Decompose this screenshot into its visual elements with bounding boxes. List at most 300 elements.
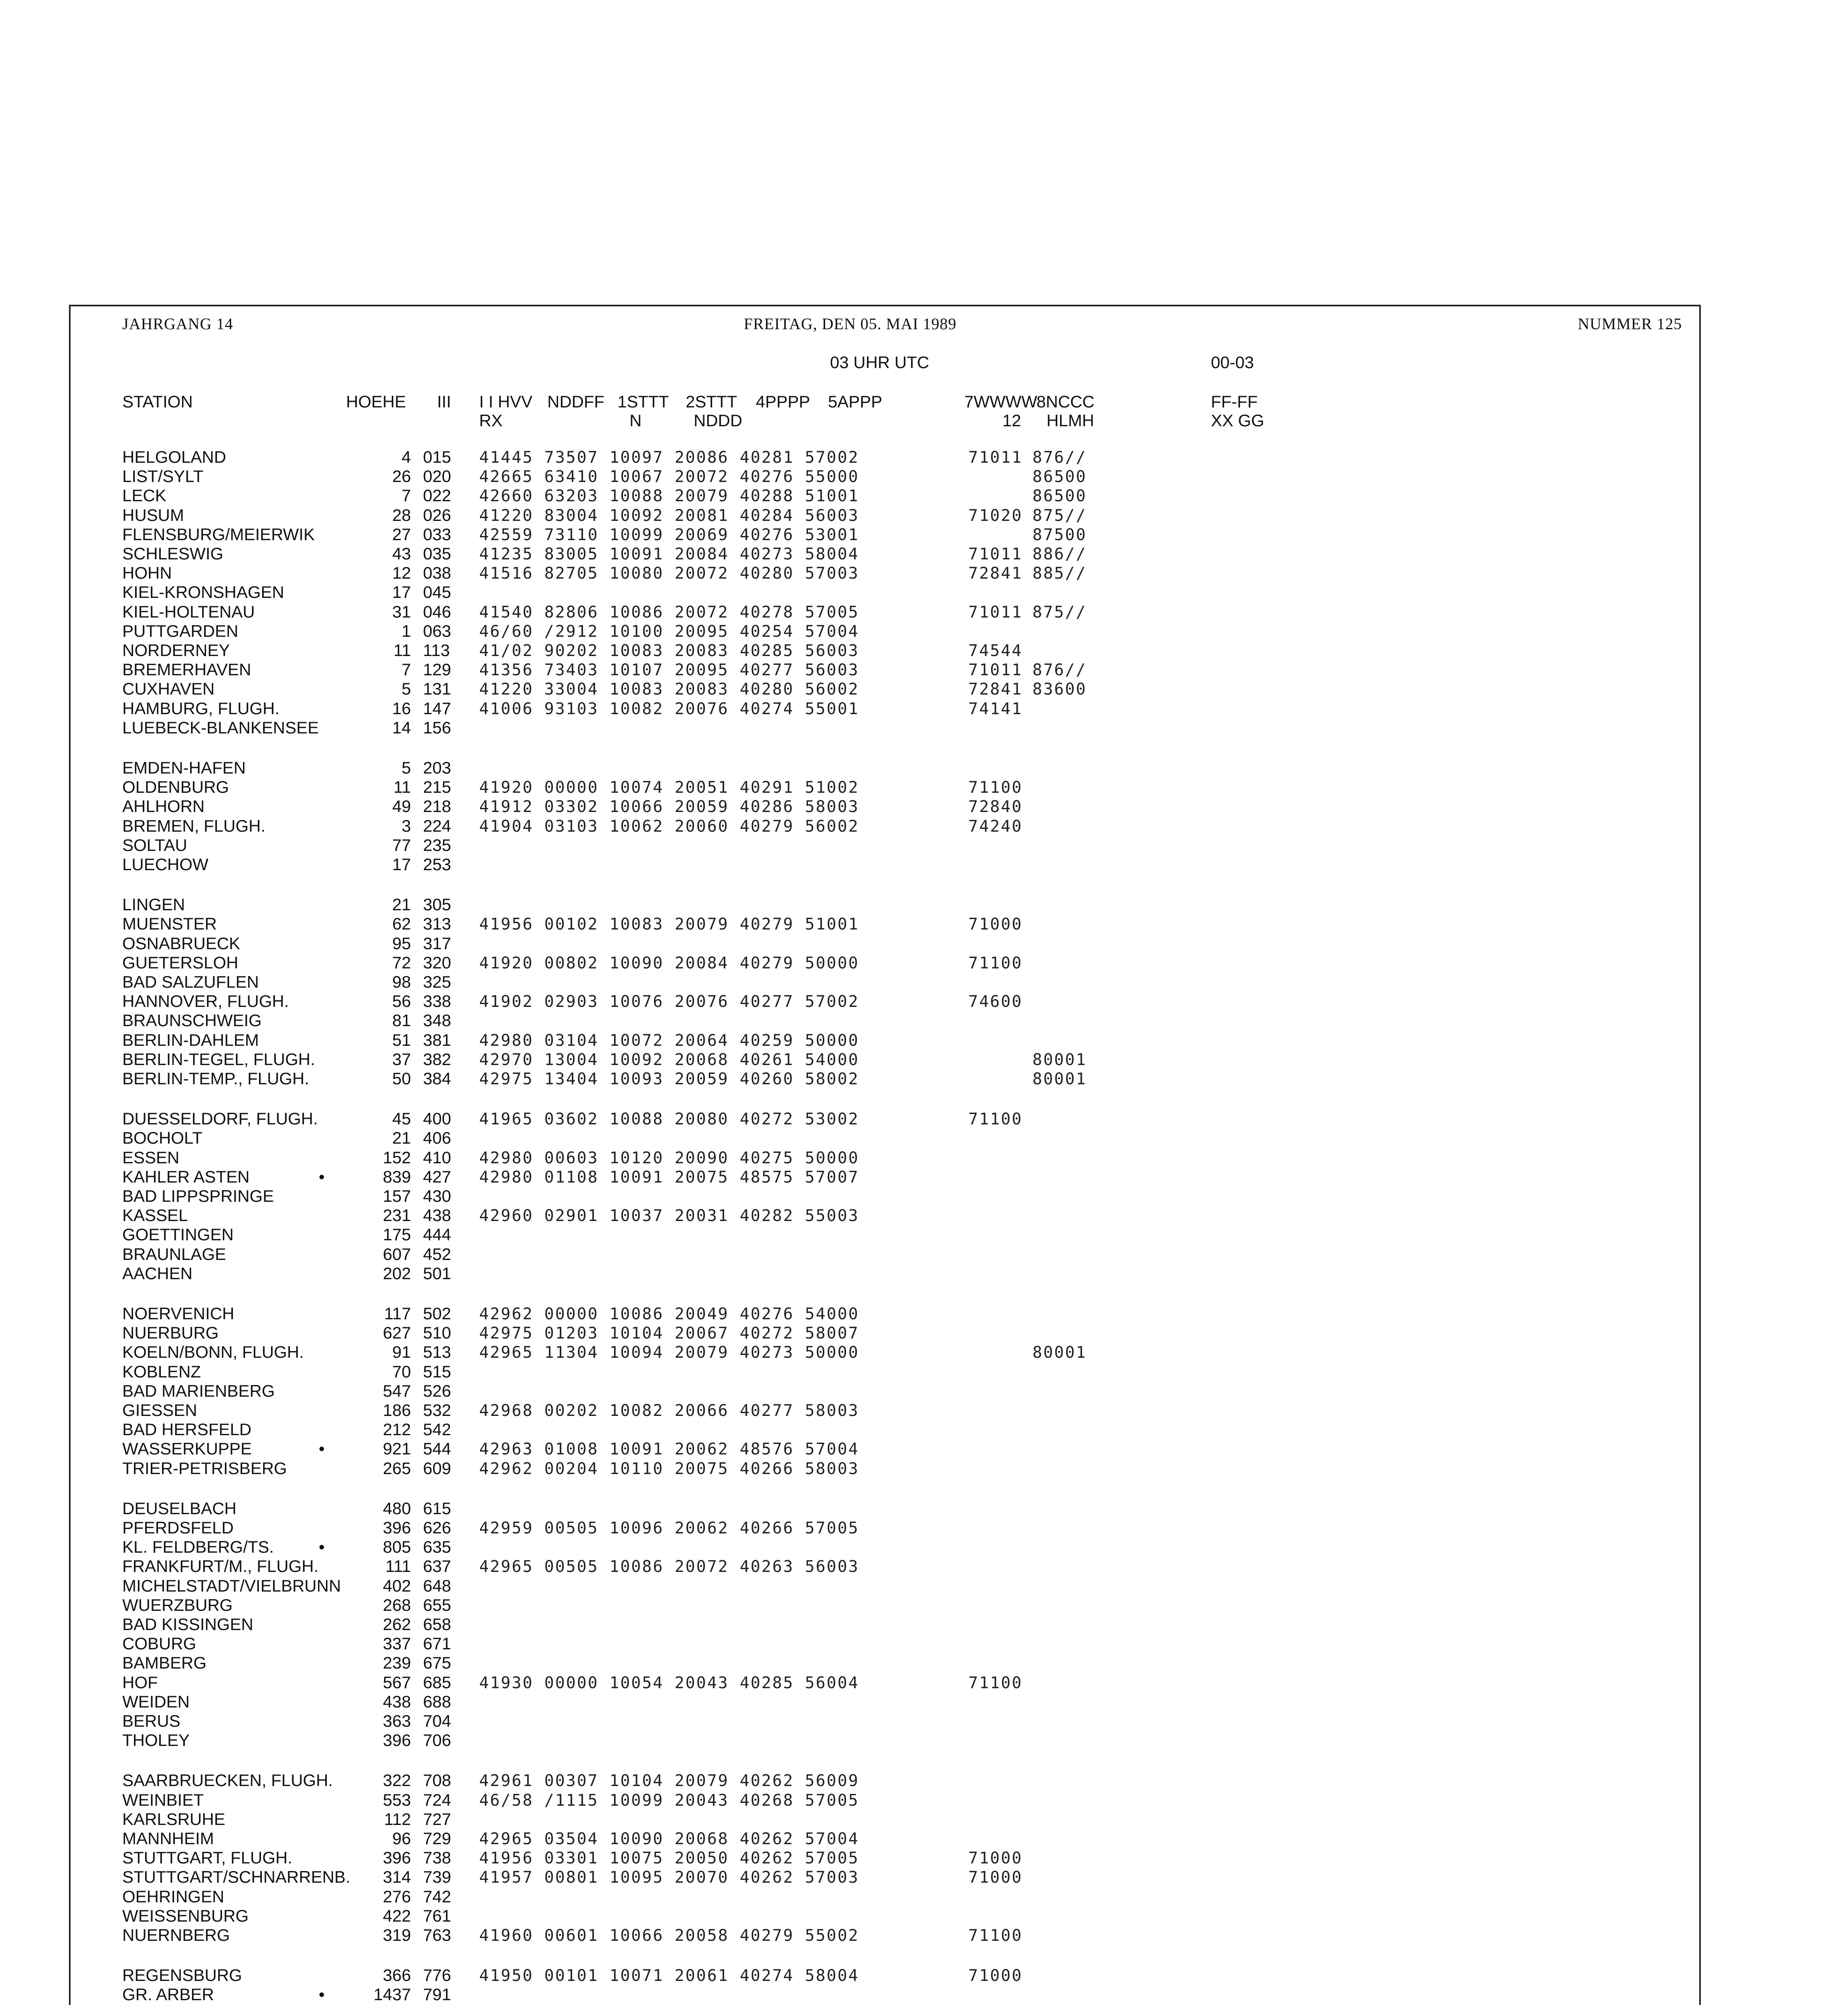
weather-group: 71000 <box>968 1849 1023 1868</box>
station-number: 203 <box>423 758 451 777</box>
col-ihvv-sub: RX <box>479 411 503 430</box>
station-name: OEHRINGEN <box>122 1887 225 1906</box>
cloud-group: 80001 <box>1032 1050 1087 1069</box>
station-number: 131 <box>423 679 451 699</box>
weather-group: 71011 <box>968 603 1023 622</box>
weather-group: 71100 <box>968 1926 1023 1945</box>
station-name: NORDERNEY <box>122 641 230 660</box>
synop-groups: 41220 83004 10092 20081 40284 56003 <box>479 506 859 525</box>
synop-groups: 41006 93103 10082 20076 40274 55001 <box>479 699 859 718</box>
station-name: BERLIN-TEGEL, FLUGH. <box>122 1049 315 1069</box>
station-height: 186 <box>383 1401 411 1420</box>
station-name: HOHN <box>122 563 172 583</box>
cloud-group: 876// <box>1032 661 1087 680</box>
mountain-station-marker: • <box>319 1985 325 2004</box>
station-height: 212 <box>383 1420 411 1439</box>
col-8nccc-sub: HLMH <box>1046 411 1095 430</box>
station-number: 129 <box>423 660 451 679</box>
station-number: 761 <box>423 1906 451 1925</box>
station-number: 313 <box>423 914 451 934</box>
station-number: 015 <box>423 448 451 466</box>
station-number: 427 <box>423 1167 451 1186</box>
station-number: 317 <box>423 934 451 953</box>
station-number: 410 <box>423 1148 451 1167</box>
station-height: 402 <box>383 1576 411 1595</box>
col-5appp: 5APPP <box>828 392 883 411</box>
station-name: COBURG <box>122 1634 196 1653</box>
station-name: BAD LIPPSPRINGE <box>122 1187 274 1205</box>
synop-groups: 46/60 /2912 10100 20095 40254 57004 <box>479 622 859 641</box>
synop-groups: 42962 00000 10086 20049 40276 54000 <box>479 1305 859 1323</box>
station-height: 26 <box>392 467 411 486</box>
station-height: 28 <box>392 505 411 525</box>
synop-groups: 41540 82806 10086 20072 40278 57005 <box>479 603 859 622</box>
station-height: 1437 <box>373 1985 411 2004</box>
synop-groups: 41956 03301 10075 20050 40262 57005 <box>479 1849 859 1868</box>
synop-groups: 42980 00603 10120 20090 40275 50000 <box>479 1148 859 1167</box>
station-number: 325 <box>423 972 451 991</box>
station-number: 776 <box>423 1966 451 1985</box>
station-name: KIEL-HOLTENAU <box>122 602 255 621</box>
weather-group: 71100 <box>968 1110 1023 1129</box>
station-name: BAD SALZUFLEN <box>122 972 259 991</box>
station-height: 202 <box>383 1264 411 1283</box>
station-name: GIESSEN <box>122 1401 197 1420</box>
station-height: 96 <box>392 1829 411 1848</box>
station-height: 4 <box>401 448 411 466</box>
synop-groups: 46/58 /1115 10099 20043 40268 57005 <box>479 1791 859 1810</box>
station-name: AHLHORN <box>122 797 205 816</box>
station-height: 262 <box>383 1615 411 1634</box>
station-number: 626 <box>423 1518 451 1537</box>
synop-groups: 41/02 90202 10083 20083 40285 56003 <box>479 642 859 660</box>
weather-group: 71020 <box>968 506 1023 525</box>
station-name: WEIDEN <box>122 1692 190 1711</box>
station-number: 739 <box>423 1867 451 1887</box>
station-number: 724 <box>423 1790 451 1809</box>
station-name: NUERBURG <box>122 1323 219 1343</box>
station-name: WEISSENBURG <box>122 1906 249 1925</box>
station-name: LUECHOW <box>122 855 208 874</box>
synop-groups: 42968 00202 10082 20066 40277 58003 <box>479 1401 859 1420</box>
col-ffff-sub: XX GG <box>1211 411 1265 430</box>
station-name: AACHEN <box>122 1264 193 1283</box>
station-name: MUENSTER <box>122 914 217 934</box>
weather-group: 72841 <box>968 564 1023 583</box>
station-number: 235 <box>423 835 451 855</box>
station-height: 231 <box>383 1206 411 1225</box>
cloud-group: 875// <box>1032 506 1087 525</box>
weather-group: 71100 <box>968 778 1023 797</box>
station-name: HUSUM <box>122 505 184 525</box>
cloud-group: 876// <box>1032 448 1087 467</box>
col-8nccc: 8NCCC <box>1036 392 1095 411</box>
station-number: 400 <box>423 1109 451 1128</box>
station-number: 510 <box>423 1323 451 1343</box>
col-iii: III <box>437 392 451 411</box>
station-height: 7 <box>401 486 411 505</box>
station-height: 152 <box>383 1148 411 1167</box>
station-name: MANNHEIM <box>122 1829 214 1848</box>
station-name: ESSEN <box>122 1148 180 1167</box>
period-label: 00-03 <box>1211 353 1254 372</box>
station-number: 156 <box>423 718 451 737</box>
station-number: 637 <box>423 1557 451 1576</box>
station-height: 7 <box>401 660 411 679</box>
station-height: 396 <box>383 1731 411 1750</box>
synop-groups: 42980 03104 10072 20064 40259 50000 <box>479 1031 859 1050</box>
station-number: 382 <box>423 1049 451 1069</box>
station-name: MICHELSTADT/VIELBRUNN <box>122 1576 341 1595</box>
station-number: 526 <box>423 1381 451 1400</box>
station-name: TRIER-PETRISBERG <box>122 1458 287 1478</box>
station-number: 708 <box>423 1771 451 1790</box>
station-name: EMDEN-HAFEN <box>122 758 246 777</box>
station-number: 501 <box>423 1264 451 1283</box>
station-number: 438 <box>423 1206 451 1225</box>
station-height: 111 <box>385 1557 411 1576</box>
station-name: BOCHOLT <box>122 1128 202 1148</box>
col-2sttt-sub: NDDD <box>694 411 743 430</box>
synop-groups: 42975 01203 10104 20067 40272 58007 <box>479 1324 859 1343</box>
weather-group: 72841 <box>968 680 1023 699</box>
station-height: 547 <box>383 1381 411 1400</box>
station-name: WASSERKUPPE <box>122 1439 252 1458</box>
station-number: 791 <box>423 1985 451 2004</box>
station-height: 56 <box>392 992 411 1011</box>
col-hoehe: HOEHE <box>346 392 406 411</box>
station-number: 688 <box>423 1692 451 1711</box>
station-name: STUTTGART/SCHNARRENB. <box>122 1867 350 1887</box>
station-number: 038 <box>423 563 451 583</box>
station-height: 239 <box>383 1653 411 1673</box>
weather-group: 72840 <box>968 798 1023 816</box>
station-name: BREMEN, FLUGH. <box>122 816 266 835</box>
station-height: 31 <box>392 602 411 621</box>
observation-time: 03 UHR UTC <box>830 353 929 372</box>
station-height: 17 <box>392 855 411 874</box>
station-name: SAARBRUECKEN, FLUGH. <box>122 1771 333 1790</box>
station-number: 305 <box>423 895 451 914</box>
station-height: 112 <box>384 1809 411 1829</box>
synop-groups: 41930 00000 10054 20043 40285 56004 <box>479 1673 859 1692</box>
station-number: 020 <box>423 467 451 486</box>
station-height: 314 <box>383 1867 411 1887</box>
synop-groups: 41920 00000 10074 20051 40291 51002 <box>479 778 859 797</box>
station-name: KL. FELDBERG/TS. <box>122 1537 274 1557</box>
station-name: BAD MARIENBERG <box>122 1381 275 1400</box>
station-number: 045 <box>423 583 451 602</box>
station-name: LIST/SYLT <box>122 467 204 486</box>
station-height: 3 <box>401 816 411 835</box>
station-name: BREMERHAVEN <box>122 660 251 679</box>
station-name: PFERDSFELD <box>122 1518 234 1537</box>
station-number: 022 <box>423 486 451 505</box>
col-2sttt: 2STTT <box>686 392 737 411</box>
synop-groups: 41904 03103 10062 20060 40279 56002 <box>479 817 859 836</box>
station-number: 685 <box>423 1673 451 1692</box>
cloud-group: 80001 <box>1032 1070 1087 1088</box>
station-name: BAMBERG <box>122 1653 207 1673</box>
station-height: 839 <box>383 1167 411 1186</box>
col-ffff: FF-FF <box>1211 392 1258 411</box>
station-number: 253 <box>423 855 451 874</box>
station-name: BERLIN-DAHLEM <box>122 1030 259 1049</box>
station-name: BAD KISSINGEN <box>122 1615 253 1634</box>
station-number: 215 <box>423 778 451 797</box>
synop-groups: 42962 00204 10110 20075 40266 58003 <box>479 1459 859 1478</box>
weather-group: 71100 <box>968 1673 1023 1692</box>
cloud-group: 86500 <box>1032 468 1087 486</box>
station-height: 117 <box>384 1304 411 1323</box>
station-number: 338 <box>423 992 451 1011</box>
col-ihvv: I I HVV <box>479 392 533 411</box>
station-height: 72 <box>392 953 411 972</box>
station-height: 77 <box>392 835 411 855</box>
station-name: GOETTINGEN <box>122 1225 234 1244</box>
station-number: 542 <box>423 1420 451 1439</box>
mountain-station-marker: • <box>319 1439 325 1458</box>
station-height: 95 <box>392 934 411 953</box>
station-height: 5 <box>401 679 411 699</box>
station-number: 655 <box>423 1595 451 1614</box>
synop-groups: 41445 73507 10097 20086 40281 57002 <box>479 448 859 467</box>
synop-groups: 42660 63203 10088 20079 40288 51001 <box>479 487 859 506</box>
station-number: 742 <box>423 1887 451 1906</box>
station-name: FLENSBURG/MEIERWIK <box>122 525 315 544</box>
station-height: 322 <box>383 1771 411 1790</box>
station-name: KOELN/BONN, FLUGH. <box>122 1343 304 1362</box>
station-height: 175 <box>383 1225 411 1244</box>
weather-group: 71000 <box>968 915 1023 934</box>
jahrgang-label: JAHRGANG 14 <box>122 315 233 333</box>
weather-group: 71011 <box>968 661 1023 680</box>
cloud-group: 80001 <box>1032 1343 1087 1362</box>
date-label: FREITAG, DEN 05. MAI 1989 <box>744 315 957 333</box>
synop-groups: 41912 03302 10066 20059 40286 58003 <box>479 798 859 816</box>
cloud-group: 86500 <box>1032 487 1087 506</box>
synop-groups: 41220 33004 10083 20083 40280 56002 <box>479 680 859 699</box>
station-number: 706 <box>423 1731 451 1750</box>
synop-groups: 41235 83005 10091 20084 40273 58004 <box>479 545 859 563</box>
station-height: 17 <box>392 583 411 602</box>
synop-groups: 42960 02901 10037 20031 40282 55003 <box>479 1207 859 1225</box>
station-height: 11 <box>393 641 411 660</box>
synop-groups: 42965 11304 10094 20079 40273 50000 <box>479 1343 859 1362</box>
station-height: 37 <box>392 1049 411 1069</box>
synop-groups: 42559 73110 10099 20069 40276 53001 <box>479 525 859 544</box>
station-name: NUERNBERG <box>122 1926 230 1944</box>
station-height: 49 <box>392 797 411 816</box>
synop-groups: 42963 01008 10091 20062 48576 57004 <box>479 1440 859 1459</box>
station-height: 366 <box>383 1966 411 1985</box>
station-number: 763 <box>423 1926 451 1944</box>
station-name: BRAUNSCHWEIG <box>122 1011 262 1030</box>
station-name: PUTTGARDEN <box>122 621 239 640</box>
synop-groups: 42965 03504 10090 20068 40262 57004 <box>479 1830 859 1848</box>
station-height: 422 <box>383 1906 411 1925</box>
cloud-group: 885// <box>1032 564 1087 583</box>
weather-group: 71000 <box>968 1868 1023 1887</box>
station-name: KARLSRUHE <box>122 1809 225 1829</box>
col-7wwww-sub: 12 <box>1002 411 1021 430</box>
station-number: 609 <box>423 1458 451 1478</box>
station-height: 21 <box>392 1128 411 1148</box>
synop-groups: 41920 00802 10090 20084 40279 50000 <box>479 954 859 972</box>
station-height: 27 <box>392 525 411 544</box>
station-number: 348 <box>423 1011 451 1030</box>
station-height: 70 <box>392 1362 411 1381</box>
synop-groups: 42959 00505 10096 20062 40266 57005 <box>479 1519 859 1537</box>
station-height: 319 <box>383 1926 411 1944</box>
synop-groups: 42980 01108 10091 20075 48575 57007 <box>479 1168 859 1187</box>
cloud-group: 87500 <box>1032 525 1087 544</box>
station-number: 704 <box>423 1711 451 1730</box>
station-name: DUESSELDORF, FLUGH. <box>122 1109 318 1128</box>
station-number: 406 <box>423 1128 451 1148</box>
station-number: 218 <box>423 797 451 816</box>
station-name: SOLTAU <box>122 835 187 855</box>
station-number: 532 <box>423 1401 451 1420</box>
station-number: 444 <box>423 1225 451 1244</box>
synop-groups: 42665 63410 10067 20072 40276 55000 <box>479 468 859 486</box>
station-height: 62 <box>392 914 411 934</box>
col-1sttt: 1STTT <box>617 392 669 411</box>
station-height: 438 <box>383 1692 411 1711</box>
report-frame <box>69 305 1701 2005</box>
station-number: 502 <box>423 1304 451 1323</box>
station-name: FRANKFURT/M., FLUGH. <box>122 1557 319 1576</box>
station-height: 21 <box>392 895 411 914</box>
station-height: 14 <box>392 718 411 737</box>
station-number: 224 <box>423 816 451 835</box>
station-name: BAD HERSFELD <box>122 1420 252 1439</box>
station-name: WUERZBURG <box>122 1595 233 1614</box>
station-number: 515 <box>423 1362 451 1381</box>
synop-groups: 41956 00102 10083 20079 40279 51001 <box>479 915 859 934</box>
station-height: 567 <box>383 1673 411 1692</box>
station-name: HAMBURG, FLUGH. <box>122 699 280 718</box>
synop-groups: 42970 13004 10092 20068 40261 54000 <box>479 1050 859 1069</box>
station-name: DEUSELBACH <box>122 1499 237 1518</box>
station-name: KASSEL <box>122 1206 188 1225</box>
station-number: 727 <box>423 1809 451 1829</box>
station-name: STUTTGART, FLUGH. <box>122 1848 292 1867</box>
station-height: 627 <box>383 1323 411 1343</box>
synop-groups: 41960 00601 10066 20058 40279 55002 <box>479 1926 859 1945</box>
station-number: 046 <box>423 602 451 621</box>
station-name: GUETERSLOH <box>122 953 239 972</box>
synop-groups: 41902 02903 10076 20076 40277 57002 <box>479 992 859 1011</box>
station-height: 265 <box>383 1458 411 1478</box>
station-name: HELGOLAND <box>122 448 227 466</box>
station-number: 738 <box>423 1848 451 1867</box>
station-height: 921 <box>383 1439 411 1458</box>
station-height: 805 <box>383 1537 411 1557</box>
station-name: LINGEN <box>122 895 185 914</box>
station-height: 396 <box>383 1518 411 1537</box>
weather-group: 71100 <box>968 954 1023 972</box>
station-height: 1 <box>401 621 411 640</box>
weather-group: 74544 <box>968 642 1023 660</box>
station-number: 320 <box>423 953 451 972</box>
synop-groups: 41356 73403 10107 20095 40277 56003 <box>479 661 859 680</box>
col-nddff: NDDFF <box>547 392 605 411</box>
station-number: 544 <box>423 1439 451 1458</box>
station-name: LECK <box>122 486 166 505</box>
issue-number: NUMMER 125 <box>1578 315 1682 333</box>
station-number: 452 <box>423 1244 451 1264</box>
station-name: LUEBECK-BLANKENSEE <box>122 718 319 737</box>
station-name: THOLEY <box>122 1731 190 1750</box>
station-name: KOBLENZ <box>122 1362 201 1381</box>
station-number: 384 <box>423 1069 451 1088</box>
col-7wwww: 7WWWW <box>964 392 1037 411</box>
station-name: SCHLESWIG <box>122 544 224 563</box>
weather-group: 74240 <box>968 817 1023 836</box>
station-height: 268 <box>383 1595 411 1614</box>
synop-groups: 41516 82705 10080 20072 40280 57003 <box>479 564 859 583</box>
station-name: OSNABRUECK <box>122 934 241 953</box>
station-number: 033 <box>423 525 451 544</box>
weather-group: 71011 <box>968 448 1023 467</box>
station-height: 12 <box>392 563 411 583</box>
station-name: BRAUNLAGE <box>122 1244 227 1264</box>
station-height: 363 <box>383 1711 411 1730</box>
station-number: 147 <box>423 699 451 718</box>
station-name: REGENSBURG <box>122 1966 242 1985</box>
mountain-station-marker: • <box>319 1537 325 1557</box>
weather-group: 71000 <box>968 1967 1023 1985</box>
weather-group: 74141 <box>968 699 1023 718</box>
station-height: 16 <box>392 699 411 718</box>
station-name: BERLIN-TEMP., FLUGH. <box>122 1069 309 1088</box>
station-number: 675 <box>423 1653 451 1673</box>
synop-groups: 41957 00801 10095 20070 40262 57003 <box>479 1868 859 1887</box>
col-1sttt-sub: N <box>629 411 642 430</box>
synop-groups: 42965 00505 10086 20072 40263 56003 <box>479 1557 859 1576</box>
station-height: 480 <box>383 1499 411 1518</box>
station-number: 648 <box>423 1576 451 1595</box>
col-4pppp: 4PPPP <box>756 392 810 411</box>
station-height: 607 <box>383 1244 411 1264</box>
station-name: HANNOVER, FLUGH. <box>122 992 289 1011</box>
station-height: 50 <box>392 1069 411 1088</box>
station-number: 063 <box>423 621 451 640</box>
station-name: HOF <box>122 1673 158 1692</box>
station-name: OLDENBURG <box>122 778 229 797</box>
cloud-group: 875// <box>1032 603 1087 622</box>
station-number: 671 <box>423 1634 451 1653</box>
station-height: 91 <box>392 1343 411 1362</box>
synop-groups: 42961 00307 10104 20079 40262 56009 <box>479 1772 859 1790</box>
station-name: KAHLER ASTEN <box>122 1167 250 1186</box>
station-number: 381 <box>423 1030 451 1049</box>
station-number: 035 <box>423 544 451 563</box>
station-number: 615 <box>423 1499 451 1518</box>
station-height: 157 <box>383 1187 411 1205</box>
station-height: 98 <box>392 972 411 991</box>
station-height: 81 <box>392 1011 411 1030</box>
station-height: 11 <box>393 778 411 797</box>
station-number: 513 <box>423 1343 451 1362</box>
station-name: KIEL-KRONSHAGEN <box>122 583 284 602</box>
synop-groups: 41965 03602 10088 20080 40272 53002 <box>479 1110 859 1129</box>
station-number: 635 <box>423 1537 451 1557</box>
station-number: 729 <box>423 1829 451 1848</box>
station-name: GR. ARBER <box>122 1985 214 2004</box>
station-name: BERUS <box>122 1711 180 1730</box>
